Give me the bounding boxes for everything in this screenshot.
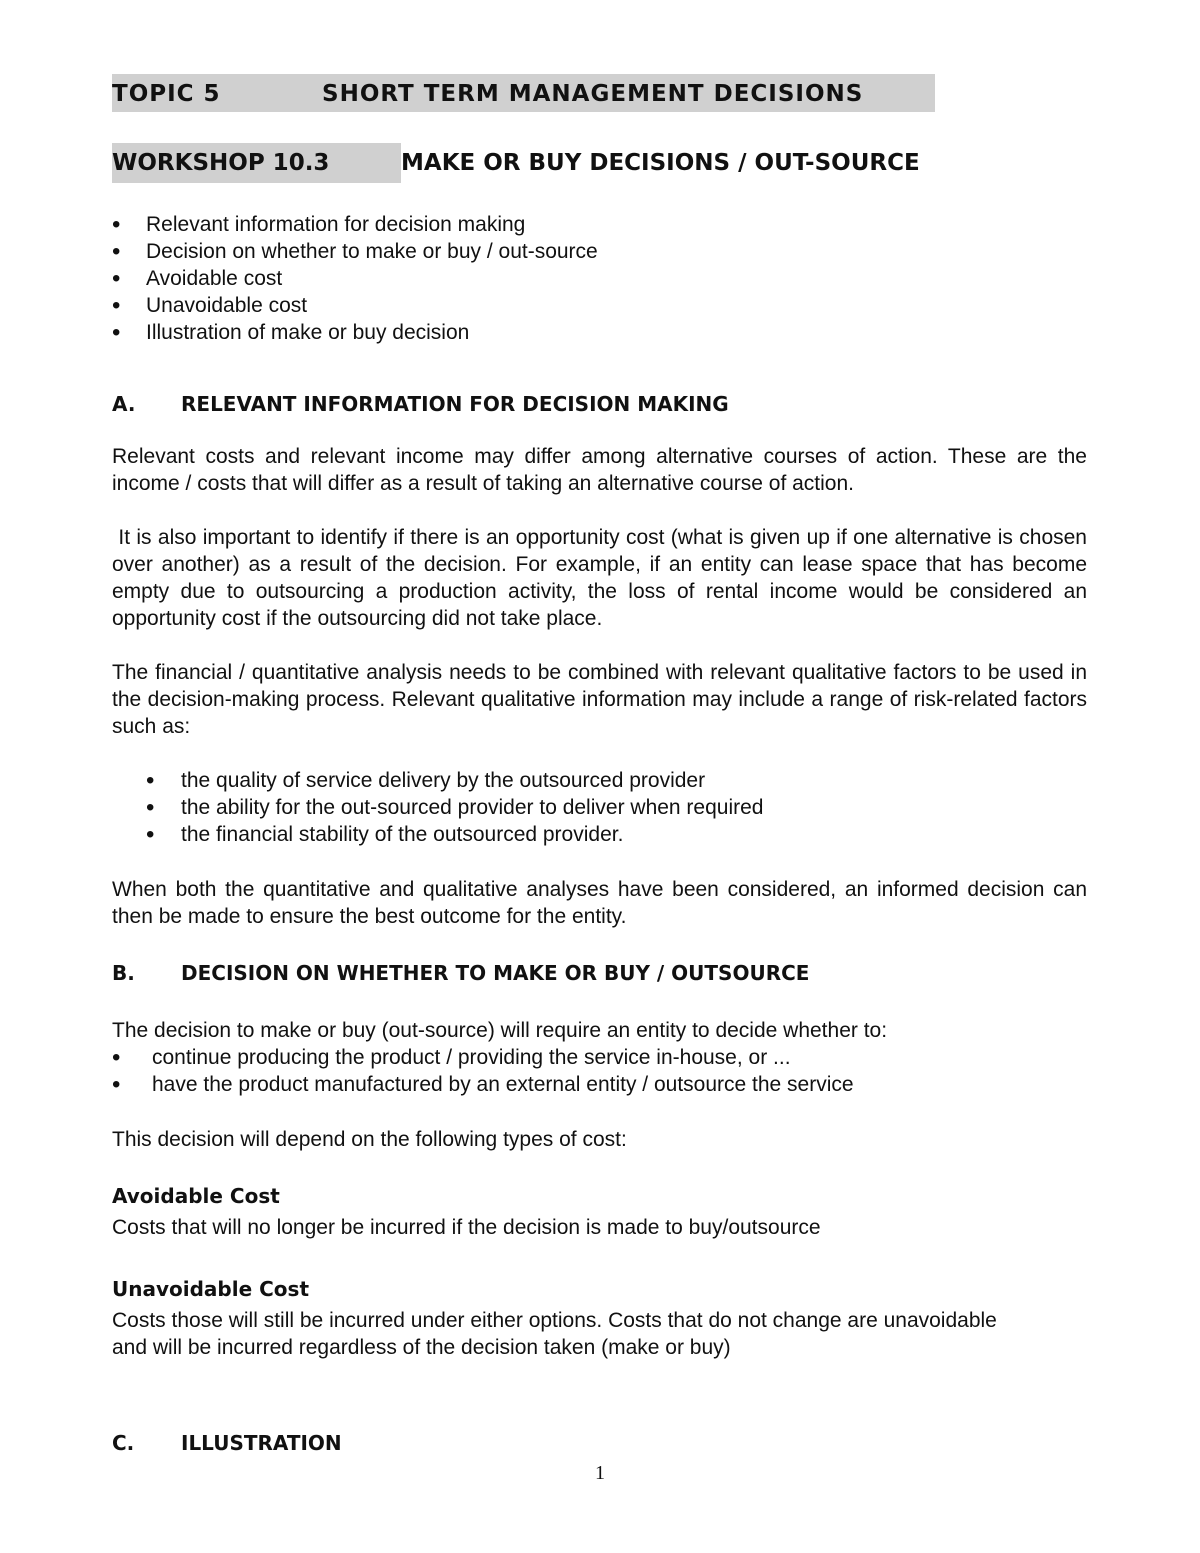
section-a-heading <box>112 391 729 418</box>
section-c-heading <box>112 1430 342 1457</box>
page-number: 1 <box>595 1462 605 1484</box>
list-item: • the quality of service delivery by the outsourced provider <box>146 767 763 794</box>
section-title: RELEVANT INFORMATION FOR DECISION MAKING <box>181 392 729 416</box>
topic-title: SHORT TERM MANAGEMENT DECISIONS <box>322 81 864 107</box>
paragraph: When both the quantitative and qualitative analyses have been considered, an informed decision can then be made to ensure the best outcome for the entity. <box>112 878 1087 928</box>
decision-options-list <box>112 1044 854 1098</box>
list-item: • Unavoidable cost <box>112 292 598 319</box>
section-letter: C. <box>112 1431 135 1455</box>
outline-list <box>112 211 598 346</box>
section-title: DECISION ON WHETHER TO MAKE OR BUY / OUTSOURCE <box>181 961 810 985</box>
list-item: • Avoidable cost <box>112 265 598 292</box>
list-item: • the financial stability of the outsourced provider. <box>146 821 763 848</box>
paragraph: Relevant costs and relevant income may differ among alternative courses of action. These are the income / costs that will differ as a result of taking an alternative course of action. <box>112 445 1087 495</box>
section-b-heading <box>112 960 809 987</box>
paragraph: This decision will depend on the following types of cost: <box>112 1128 627 1151</box>
list-item: • have the product manufactured by an external entity / outsource the service <box>112 1071 854 1098</box>
paragraph: Costs that will no longer be incurred if the decision is made to buy/outsource <box>112 1216 821 1239</box>
paragraph: The financial / quantitative analysis needs to be combined with relevant qualitative factors to be used in the decision-making process. Relevant qualitative information may include a range of risk-related factors such as: <box>112 661 1087 738</box>
avoidable-cost-heading: Avoidable Cost <box>112 1184 280 1208</box>
topic-heading <box>112 74 935 112</box>
workshop-heading <box>112 143 1087 183</box>
paragraph: Costs those will still be incurred under either options. Costs that do not change are unavoidable and will be incurred regardless of the decision taken (make or buy) <box>112 1309 997 1359</box>
list-item: • the ability for the out-sourced provider to deliver when required <box>146 794 763 821</box>
paragraph: It is also important to identify if there is an opportunity cost (what is given up if one alternative is chosen over another) as a result of the decision. For example, if an entity can lease space that has become empty due to outsourcing a production activity, the loss of rental income would be considered an opportunity cost if the outsourcing did not take place. <box>112 526 1093 630</box>
unavoidable-cost-heading: Unavoidable Cost <box>112 1277 310 1301</box>
list-item: • Relevant information for decision making <box>112 211 598 238</box>
paragraph: The decision to make or buy (out-source) will require an entity to decide whether to: <box>112 1019 888 1042</box>
workshop-title: MAKE OR BUY DECISIONS / OUT-SOURCE <box>401 150 920 176</box>
workshop-code: WORKSHOP 10.3 <box>112 143 401 183</box>
list-item: • continue producing the product / providing the service in-house, or ... <box>112 1044 854 1071</box>
risk-factor-list <box>146 767 763 848</box>
topic-number: TOPIC 5 <box>112 81 221 107</box>
section-letter: B. <box>112 961 135 985</box>
list-item: • Illustration of make or buy decision <box>112 319 598 346</box>
section-title: ILLUSTRATION <box>181 1431 342 1455</box>
section-letter: A. <box>112 392 136 416</box>
list-item: • Decision on whether to make or buy / out-source <box>112 238 598 265</box>
